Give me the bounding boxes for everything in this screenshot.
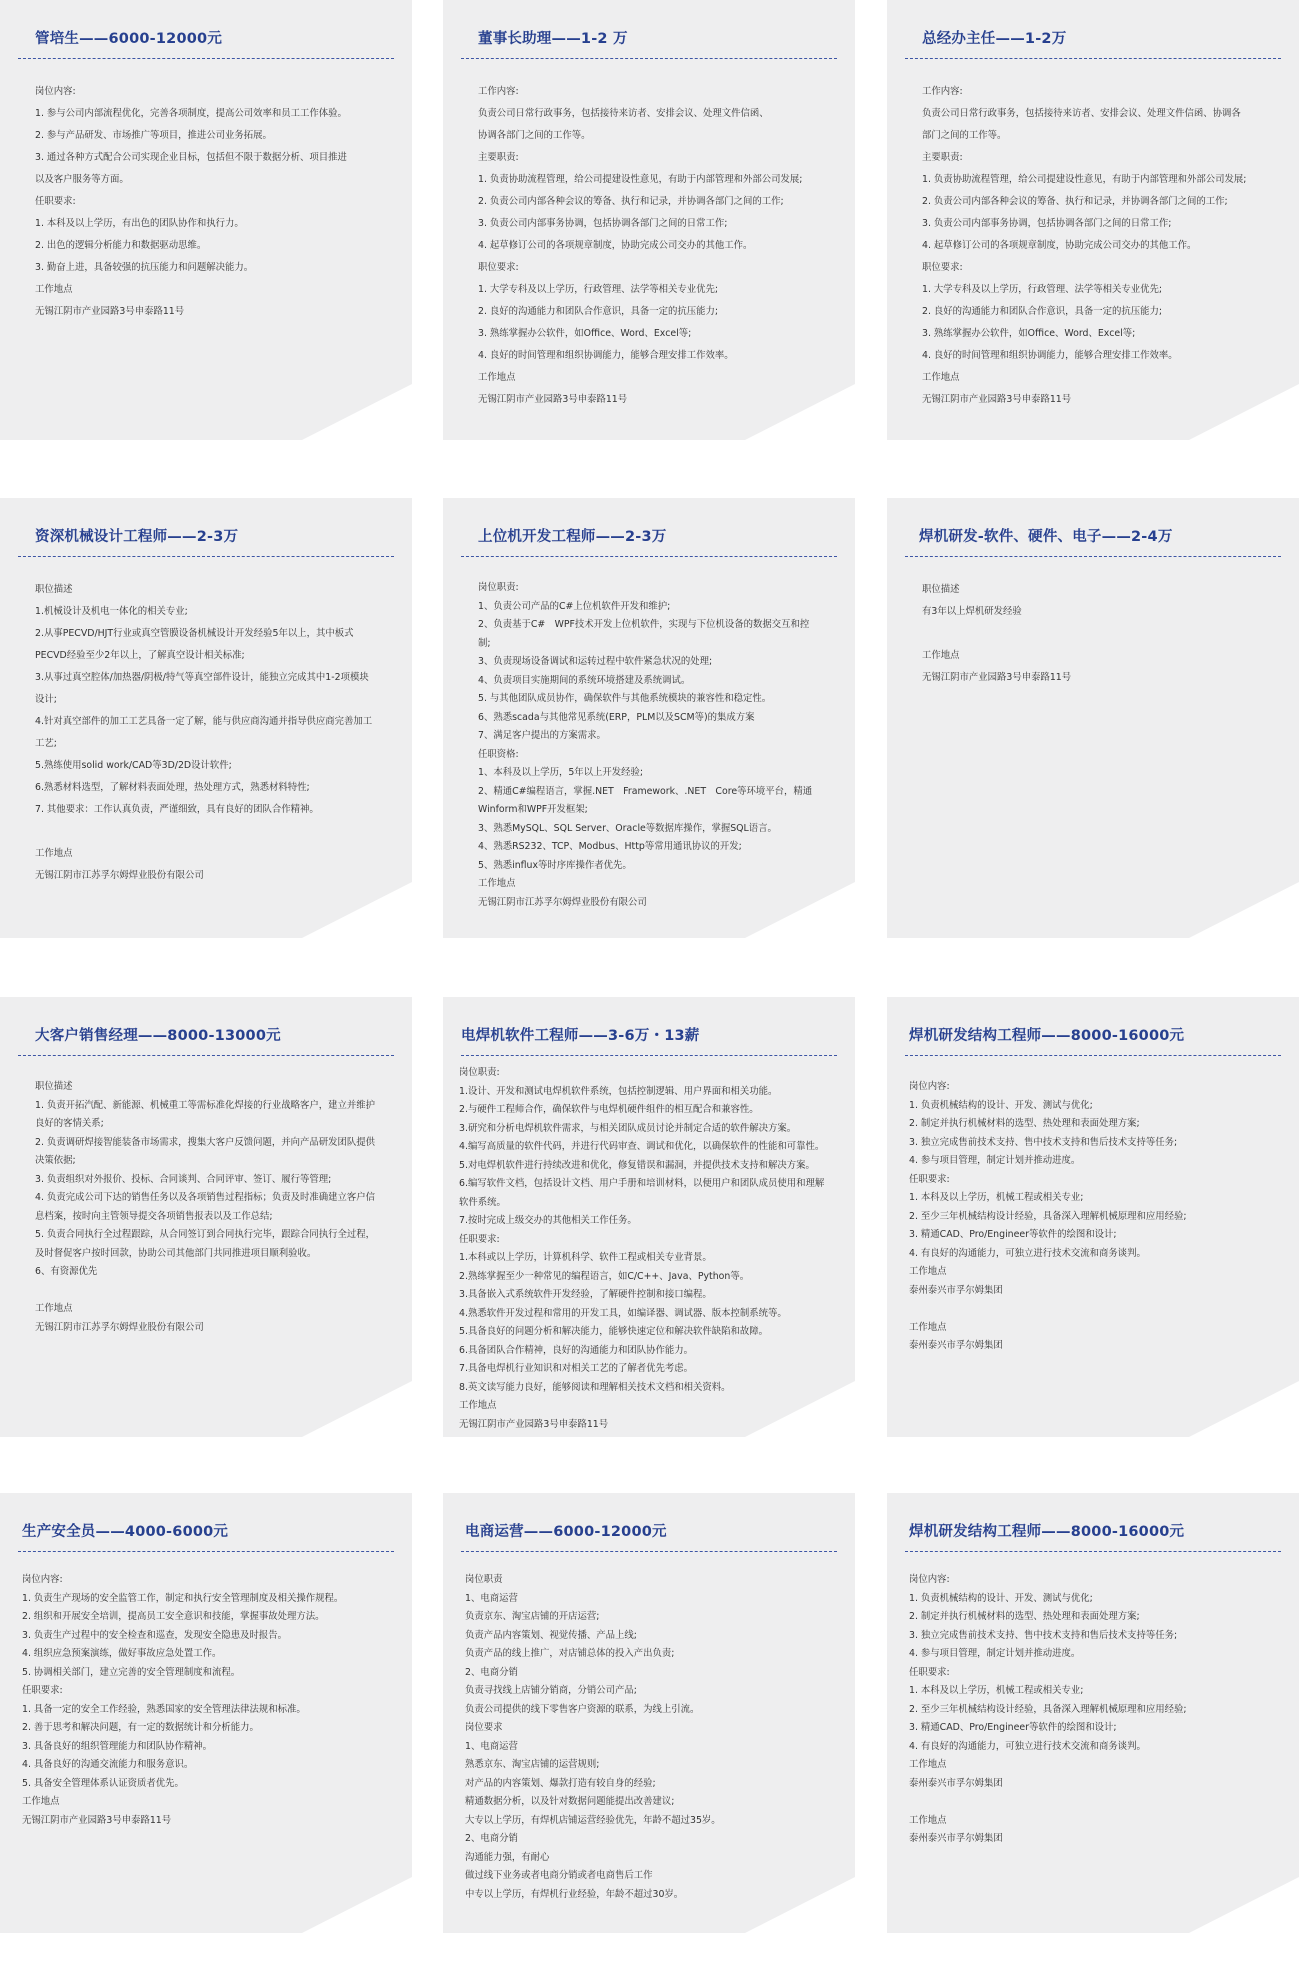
description-line: 2. 出色的逻辑分析能力和数据驱动思维。 bbox=[35, 240, 207, 251]
description-line: 3、熟悉MySQL、SQL Server、Oracle等数据库操作，掌握SQL语言。 bbox=[478, 822, 777, 834]
description-line: 制; bbox=[478, 637, 491, 649]
description-line: 3. 精通CAD、Pro/Engineer等软件的绘图和设计; bbox=[909, 1229, 1117, 1240]
description-line: 职位要求: bbox=[478, 262, 519, 273]
description-line: 2.与硬件工程师合作，确保软件与电焊机硬件组件的相互配合和兼容性。 bbox=[459, 1104, 759, 1115]
description-line: 做过线下业务或者电商分销或者电商售后工作 bbox=[465, 1870, 653, 1881]
description-line bbox=[909, 1300, 1289, 1319]
description-line: 泰州泰兴市孚尔姆集团 bbox=[909, 1777, 1003, 1789]
description-line: 工作地点 bbox=[459, 1400, 497, 1411]
dashed-divider bbox=[905, 556, 1281, 557]
description-line: 岗位职责: bbox=[459, 1067, 500, 1078]
job-description bbox=[35, 579, 402, 887]
description-line: 2. 负责调研焊接智能装备市场需求，搜集大客户反馈问题，并向产品研发团队提供 bbox=[35, 1136, 376, 1148]
description-line bbox=[909, 1793, 1289, 1812]
job-title: 焊机研发-软件、硬件、电子——2-4万 bbox=[919, 529, 1173, 545]
description-line: 工作地点 bbox=[35, 848, 73, 859]
description-line: 工作地点 bbox=[478, 372, 516, 383]
description-line: 6、熟悉scada与其他常见系统(ERP，PLM以及SCM等)的集成方案 bbox=[478, 711, 755, 723]
description-line: 4、熟悉RS232、TCP、Modbus、Http等常用通讯协议的开发; bbox=[478, 841, 742, 852]
description-line: 无锡江阴市江苏孚尔姆焊业股份有限公司 bbox=[35, 870, 204, 881]
description-line: 职位描述 bbox=[922, 584, 960, 595]
job-title: 焊机研发结构工程师——8000-16000元 bbox=[909, 1028, 1185, 1044]
description-line: 工艺; bbox=[35, 738, 57, 749]
description-line: 3、负责现场设备调试和运转过程中软件紧急状况的处理; bbox=[478, 656, 713, 667]
description-line: 工作地点 bbox=[478, 878, 516, 889]
description-line: 3.具备嵌入式系统软件开发经验，了解硬件控制和接口编程。 bbox=[459, 1289, 712, 1300]
description-line: 中专以上学历，有焊机行业经验，年龄不超过30岁。 bbox=[465, 1888, 684, 1900]
job-title: 总经办主任——1-2万 bbox=[922, 31, 1067, 47]
description-line: 2、负责基于C# WPF技术开发上位机软件，实现与下位机设备的数据交互和控 bbox=[478, 619, 810, 630]
job-title: 电焊机软件工程师——3-6万・13薪 bbox=[461, 1028, 700, 1044]
description-line: 3. 精通CAD、Pro/Engineer等软件的绘图和设计; bbox=[909, 1722, 1117, 1733]
job-description bbox=[459, 1064, 845, 1434]
description-line: 1. 负责机械结构的设计、开发、测试与优化; bbox=[909, 1099, 1093, 1111]
job-description bbox=[35, 81, 402, 323]
description-line: 4. 有良好的沟通能力，可独立进行技术交流和商务谈判。 bbox=[909, 1247, 1146, 1259]
description-line: 3.研究和分析电焊机软件需求，与相关团队成员讨论并制定合适的软件解决方案。 bbox=[459, 1122, 797, 1134]
job-title: 焊机研发结构工程师——8000-16000元 bbox=[909, 1524, 1185, 1540]
description-line: 6.具备团队合作精神，良好的沟通能力和团队协作能力。 bbox=[459, 1344, 693, 1356]
description-line: 5. 与其他团队成员协作，确保软件与其他系统模块的兼容性和稳定性。 bbox=[478, 693, 772, 704]
description-line: 5.对电焊机软件进行持续改进和优化，修复错误和漏洞，并提供技术支持和解决方案。 bbox=[459, 1159, 815, 1171]
description-line bbox=[35, 1282, 402, 1301]
description-line: 5、熟悉influx等时序库操作者优先。 bbox=[478, 859, 632, 871]
description-line: 5. 协调相关部门，建立完善的安全管理制度和流程。 bbox=[22, 1666, 241, 1678]
description-line: 2. 制定并执行机械材料的选型、热处理和表面处理方案; bbox=[909, 1118, 1140, 1129]
dashed-divider bbox=[18, 58, 394, 59]
description-line: 熟悉京东、淘宝店铺的运营规则; bbox=[465, 1759, 600, 1770]
job-title: 生产安全员——4000-6000元 bbox=[22, 1524, 229, 1540]
description-line: 职位描述 bbox=[35, 1081, 73, 1092]
description-line: 1.机械设计及机电一体化的相关专业; bbox=[35, 606, 188, 617]
description-line: 3. 通过各种方式配合公司实现企业目标，包括但不限于数据分析、项目推进 bbox=[35, 152, 347, 163]
description-line: 工作地点 bbox=[909, 1321, 947, 1333]
description-line: 3. 熟练掌握办公软件，如Office、Word、Excel等; bbox=[478, 328, 692, 339]
description-line: 大专以上学历，有焊机店铺运营经验优先，年龄不超过35岁。 bbox=[465, 1814, 721, 1826]
description-line: 工作地点 bbox=[922, 650, 960, 661]
job-description bbox=[922, 81, 1289, 411]
job-description bbox=[478, 81, 845, 411]
description-line: 负责寻找线上店铺分销商，分销公司产品; bbox=[465, 1685, 637, 1696]
description-line: 4.编写高质量的软件代码，并进行代码审查、调试和优化，以确保软件的性能和可靠性。 bbox=[459, 1141, 825, 1152]
description-line: 2. 负责公司内部各种会议的筹备、执行和记录，并协调各部门之间的工作; bbox=[478, 196, 784, 207]
description-line: 沟通能力强，有耐心 bbox=[465, 1851, 550, 1863]
job-card-welder-structure-engineer bbox=[887, 997, 1299, 1437]
description-line: 息档案，按时向主管领导提交各项销售报表以及工作总结; bbox=[35, 1210, 273, 1222]
description-line: 及时督促客户按时回款，协助公司其他部门共同推进项目顺利验收。 bbox=[35, 1247, 317, 1259]
description-line: 2. 至少三年机械结构设计经验，具备深入理解机械原理和应用经验; bbox=[909, 1210, 1187, 1222]
description-line: 6、有资源优先 bbox=[35, 1266, 98, 1277]
description-line: 4. 良好的时间管理和组织协调能力，能够合理安排工作效率。 bbox=[922, 350, 1178, 361]
description-line: 1. 负责开拓汽配、新能源、机械重工等需标准化焊接的行业战略客户，建立并维护 bbox=[35, 1099, 376, 1111]
description-line: 工作地点 bbox=[22, 1796, 60, 1807]
description-line: 主要职责: bbox=[922, 152, 963, 163]
description-line: 4.熟悉软件开发过程和常用的开发工具，如编译器、调试器、版本控制系统等。 bbox=[459, 1307, 787, 1319]
description-line: 精通数据分析，以及针对数据问题能提出改善建议; bbox=[465, 1796, 675, 1807]
description-line: 无锡江阴市产业园路3号申泰路11号 bbox=[922, 672, 1072, 683]
description-line: 工作地点 bbox=[35, 284, 73, 295]
description-line: 负责产品的线上推广，对店铺总体的投入产出负责; bbox=[465, 1648, 675, 1659]
description-line: 3. 独立完成售前技术支持、售中技术支持和售后技术支持等任务; bbox=[909, 1629, 1178, 1641]
job-description bbox=[35, 1078, 402, 1337]
description-line: 1、本科及以上学历，5年以上开发经验; bbox=[478, 767, 644, 778]
description-line: 2、电商分销 bbox=[465, 1666, 518, 1678]
description-line: 岗位内容: bbox=[35, 86, 76, 97]
description-line: 1. 负责协助流程管理，给公司提建设性意见，有助于内部管理和外部公司发展; bbox=[478, 174, 803, 185]
description-line: 4. 良好的时间管理和组织协调能力，能够合理安排工作效率。 bbox=[478, 350, 734, 361]
description-line: 3. 独立完成售前技术支持、售中技术支持和售后技术支持等任务; bbox=[909, 1136, 1178, 1148]
description-line: 任职要求: bbox=[909, 1173, 950, 1185]
dashed-divider bbox=[905, 1551, 1281, 1552]
description-line: 职位描述 bbox=[35, 584, 73, 595]
description-line: 1. 负责协助流程管理，给公司提建设性意见，有助于内部管理和外部公司发展; bbox=[922, 174, 1247, 185]
description-line: 部门之间的工作等。 bbox=[922, 130, 1007, 141]
description-line: 2. 至少三年机械结构设计经验，具备深入理解机械原理和应用经验; bbox=[909, 1703, 1187, 1715]
description-line: 2. 制定并执行机械材料的选型、热处理和表面处理方案; bbox=[909, 1611, 1140, 1622]
description-line: 4. 有良好的沟通能力，可独立进行技术交流和商务谈判。 bbox=[909, 1740, 1146, 1752]
job-card-welder-software-engineer bbox=[443, 997, 855, 1437]
dashed-divider bbox=[18, 556, 394, 557]
description-line: 无锡江阴市江苏孚尔姆焊业股份有限公司 bbox=[478, 896, 647, 908]
job-card-ecommerce-operations bbox=[443, 1493, 855, 1933]
description-line: 无锡江阴市产业园路3号申泰路11号 bbox=[22, 1814, 172, 1826]
description-line: 2、精通C#编程语言，掌握.NET Framework、.NET Core等环境平台，精通 bbox=[478, 785, 813, 797]
job-card-management-trainee bbox=[0, 0, 412, 440]
job-card-senior-mechanical-engineer bbox=[0, 498, 412, 938]
description-line: 4、负责项目实施期间的系统环境搭建及系统调试。 bbox=[478, 674, 691, 686]
description-line: 4. 参与项目管理，制定计划并推动进度。 bbox=[909, 1155, 1081, 1166]
description-line bbox=[922, 623, 1289, 645]
description-line: 2. 参与产品研发、市场推广等项目，推进公司业务拓展。 bbox=[35, 130, 272, 141]
job-card-host-software-engineer bbox=[443, 498, 855, 938]
description-line: 工作地点 bbox=[909, 1759, 947, 1770]
description-line: 1. 大学专科及以上学历，行政管理、法学等相关专业优先; bbox=[922, 284, 1163, 295]
description-line: 1、电商运营 bbox=[465, 1740, 518, 1752]
description-line: 3. 负责公司内部事务协调，包括协调各部门之间的日常工作; bbox=[478, 218, 728, 229]
description-line: 设计; bbox=[35, 694, 57, 705]
description-line: 泰州泰兴市孚尔姆集团 bbox=[909, 1833, 1003, 1844]
description-line: 1. 参与公司内部流程优化，完善各项制度，提高公司效率和员工工作体验。 bbox=[35, 108, 347, 119]
description-line: 1. 本科及以上学历，有出色的团队协作和执行力。 bbox=[35, 218, 244, 229]
description-line: 2. 负责公司内部各种会议的筹备、执行和记录，并协调各部门之间的工作; bbox=[922, 196, 1228, 207]
job-description bbox=[478, 579, 845, 912]
dashed-divider bbox=[461, 58, 837, 59]
description-line: 负责京东、淘宝店铺的开店运营; bbox=[465, 1611, 600, 1622]
description-line: 1.本科或以上学历，计算机科学、软件工程或相关专业背景。 bbox=[459, 1252, 712, 1263]
job-description bbox=[909, 1078, 1289, 1356]
description-line: 5.熟练使用solid work/CAD等3D/2D设计软件; bbox=[35, 760, 232, 771]
description-line: 3. 负责公司内部事务协调，包括协调各部门之间的日常工作; bbox=[922, 218, 1172, 229]
description-line: 负责公司日常行政事务，包括接待来访者、安排会议、处理文件信函、 bbox=[478, 108, 769, 119]
description-line: 无锡江阴市产业园路3号申泰路11号 bbox=[35, 306, 185, 317]
dashed-divider bbox=[461, 556, 837, 557]
description-line: 7、满足客户提出的方案需求。 bbox=[478, 730, 606, 741]
description-line: 3. 具备良好的组织管理能力和团队协作精神。 bbox=[22, 1740, 213, 1752]
description-line: 1. 本科及以上学历，机械工程或相关专业; bbox=[909, 1192, 1084, 1203]
job-title: 大客户销售经理——8000-13000元 bbox=[35, 1028, 281, 1044]
description-line: 1. 负责机械结构的设计、开发、测试与优化; bbox=[909, 1592, 1093, 1604]
description-line: 工作地点 bbox=[909, 1814, 947, 1826]
description-line bbox=[35, 821, 402, 843]
description-line: 2. 良好的沟通能力和团队合作意识，具备一定的抗压能力; bbox=[922, 306, 1163, 317]
description-line: 无锡江阴市产业园路3号申泰路11号 bbox=[478, 394, 628, 405]
description-line: 泰州泰兴市孚尔姆集团 bbox=[909, 1340, 1003, 1351]
description-line: 任职要求: bbox=[35, 196, 76, 207]
description-line: 7.按时完成上级交办的其他相关工作任务。 bbox=[459, 1215, 637, 1226]
description-line: 职位要求: bbox=[922, 262, 963, 273]
dashed-divider bbox=[905, 58, 1281, 59]
description-line: 5.具备良好的问题分析和解决能力，能够快速定位和解决软件缺陷和故障。 bbox=[459, 1326, 768, 1337]
description-line: 1. 负责生产现场的安全监管工作，制定和执行安全管理制度及相关操作规程。 bbox=[22, 1592, 344, 1604]
description-line: 协调各部门之间的工作等。 bbox=[478, 130, 591, 141]
description-line: 任职要求: bbox=[459, 1233, 500, 1245]
description-line: 7.具备电焊机行业知识和对相关工艺的了解者优先考虑。 bbox=[459, 1363, 693, 1374]
description-line: 岗位职责 bbox=[465, 1574, 503, 1585]
description-line: 软件系统。 bbox=[459, 1196, 506, 1208]
description-line: 有3年以上焊机研发经验 bbox=[922, 606, 1022, 617]
description-line: 2、电商分销 bbox=[465, 1833, 518, 1844]
job-description bbox=[22, 1571, 402, 1830]
description-line: 负责公司日常行政事务，包括接待来访者、安排会议、处理文件信函、协调各 bbox=[922, 108, 1241, 119]
description-line: 2. 善于思考和解决问题，有一定的数据统计和分析能力。 bbox=[22, 1722, 259, 1733]
description-line: 工作地点 bbox=[35, 1303, 73, 1314]
description-line: 6.编写软件文档，包括设计文档、用户手册和培训材料，以便用户和团队成员使用和理解 bbox=[459, 1178, 825, 1189]
description-line: 良好的客情关系; bbox=[35, 1118, 104, 1129]
job-title: 管培生——6000-12000元 bbox=[35, 31, 223, 47]
description-line: 任职要求: bbox=[909, 1666, 950, 1678]
description-line: 对产品的内容策划、爆款打造有较自身的经验; bbox=[465, 1777, 656, 1789]
job-title: 资深机械设计工程师——2-3万 bbox=[35, 529, 239, 545]
job-card-safety-officer bbox=[0, 1493, 412, 1933]
job-card-key-account-manager bbox=[0, 997, 412, 1437]
dashed-divider bbox=[905, 1055, 1281, 1056]
description-line: 4. 具备良好的沟通交流能力和服务意识。 bbox=[22, 1759, 194, 1770]
description-line: 任职资格: bbox=[478, 748, 519, 760]
job-card-welder-structure-engineer-2 bbox=[887, 1493, 1299, 1933]
description-line: 3. 熟练掌握办公软件，如Office、Word、Excel等; bbox=[922, 328, 1136, 339]
description-line: 负责产品内容策划、视觉传播、产品上线; bbox=[465, 1629, 637, 1641]
description-line: 8.英文读写能力良好，能够阅读和理解相关技术文档和相关资料。 bbox=[459, 1381, 731, 1393]
description-line: 1、负责公司产品的C#上位机软件开发和维护; bbox=[478, 600, 671, 612]
description-line: 岗位内容: bbox=[22, 1574, 63, 1585]
description-line: 3. 负责生产过程中的安全检查和巡查，发现安全隐患及时报告。 bbox=[22, 1629, 288, 1641]
description-line: 无锡江阴市产业园路3号申泰路11号 bbox=[459, 1418, 609, 1430]
dashed-divider bbox=[18, 1551, 394, 1552]
description-line: 工作地点 bbox=[922, 372, 960, 383]
job-card-general-office-director bbox=[887, 0, 1299, 440]
description-line: Winform和WPF开发框架; bbox=[478, 804, 588, 815]
description-line: 4. 负责完成公司下达的销售任务以及各项销售过程指标；负责及时准确建立客户信 bbox=[35, 1192, 376, 1203]
job-title: 上位机开发工程师——2-3万 bbox=[478, 529, 667, 545]
job-title: 电商运营——6000-12000元 bbox=[465, 1524, 667, 1540]
description-line: 4. 参与项目管理，制定计划并推动进度。 bbox=[909, 1648, 1081, 1659]
job-description bbox=[909, 1571, 1289, 1849]
dashed-divider bbox=[18, 1055, 394, 1056]
description-line: 5. 具备安全管理体系认证资质者优先。 bbox=[22, 1777, 184, 1789]
description-line: 3. 负责组织对外报价、投标、合同谈判、合同评审、签订、履行等管理; bbox=[35, 1173, 332, 1185]
description-line: PECVD经验至少2年以上，了解真空设计相关标准; bbox=[35, 650, 245, 661]
description-line: 4. 起草修订公司的各项规章制度，协助完成公司交办的其他工作。 bbox=[478, 240, 753, 251]
description-line: 3. 勤奋上进，具备较强的抗压能力和问题解决能力。 bbox=[35, 262, 254, 273]
description-line: 4.针对真空部件的加工工艺具备一定了解，能与供应商沟通并指导供应商完善加工 bbox=[35, 716, 373, 727]
description-line: 6.熟悉材料选型，了解材料表面处理，热处理方式，熟悉材料特性; bbox=[35, 782, 310, 793]
description-line: 1. 大学专科及以上学历，行政管理、法学等相关专业优先; bbox=[478, 284, 719, 295]
description-line: 2.熟练掌握至少一种常见的编程语言，如C/C++、Java、Python等。 bbox=[459, 1270, 750, 1282]
description-line: 无锡江阴市江苏孚尔姆焊业股份有限公司 bbox=[35, 1321, 204, 1333]
description-line: 泰州泰兴市孚尔姆集团 bbox=[909, 1284, 1003, 1296]
description-line: 以及客户服务等方面。 bbox=[35, 174, 129, 185]
job-card-welder-rd bbox=[887, 498, 1299, 938]
description-line: 5. 负责合同执行全过程跟踪，从合同签订到合同执行完毕，跟踪合同执行全过程， bbox=[35, 1229, 376, 1240]
description-line: 工作地点 bbox=[909, 1266, 947, 1277]
description-line: 2. 良好的沟通能力和团队合作意识，具备一定的抗压能力; bbox=[478, 306, 719, 317]
description-line: 2. 组织和开展安全培训，提高员工安全意识和技能，掌握事故处理方法。 bbox=[22, 1611, 325, 1622]
description-line: 4. 起草修订公司的各项规章制度，协助完成公司交办的其他工作。 bbox=[922, 240, 1197, 251]
job-description bbox=[922, 579, 1289, 689]
description-line: 岗位要求 bbox=[465, 1722, 503, 1733]
dashed-divider bbox=[461, 1551, 837, 1552]
job-title: 董事长助理——1-2 万 bbox=[478, 31, 628, 47]
description-line: 主要职责: bbox=[478, 152, 519, 163]
description-line: 工作内容: bbox=[922, 86, 963, 97]
description-line: 4. 组织应急预案演练，做好事故应急处置工作。 bbox=[22, 1648, 222, 1659]
description-line: 决策依据; bbox=[35, 1155, 76, 1166]
job-description bbox=[465, 1571, 845, 1904]
description-line: 1. 具备一定的安全工作经验，熟悉国家的安全管理法律法规和标准。 bbox=[22, 1703, 306, 1715]
description-line: 2.从事PECVD/HJT行业或真空管膜设备机械设计开发经验5年以上，其中板式 bbox=[35, 628, 354, 639]
description-line: 1、电商运营 bbox=[465, 1592, 518, 1604]
job-card-chairman-assistant bbox=[443, 0, 855, 440]
dashed-divider bbox=[461, 1055, 837, 1056]
description-line: 负责公司提供的线下零售客户资源的联系，为线上引流。 bbox=[465, 1703, 700, 1715]
description-line: 岗位内容: bbox=[909, 1081, 950, 1092]
description-line: 1. 本科及以上学历，机械工程或相关专业; bbox=[909, 1685, 1084, 1696]
description-line: 岗位内容: bbox=[909, 1574, 950, 1585]
description-line: 7. 其他要求：工作认真负责，严谨细致，具有良好的团队合作精神。 bbox=[35, 804, 319, 815]
description-line: 无锡江阴市产业园路3号申泰路11号 bbox=[922, 394, 1072, 405]
description-line: 1.设计、开发和测试电焊机软件系统，包括控制逻辑、用户界面和相关功能。 bbox=[459, 1085, 778, 1097]
description-line: 工作内容: bbox=[478, 86, 519, 97]
description-line: 3.从事过真空腔体/加热器/阴极/特气等真空部件设计，能独立完成其中1-2项模块 bbox=[35, 672, 369, 683]
description-line: 岗位职责: bbox=[478, 582, 519, 593]
description-line: 任职要求: bbox=[22, 1685, 63, 1696]
